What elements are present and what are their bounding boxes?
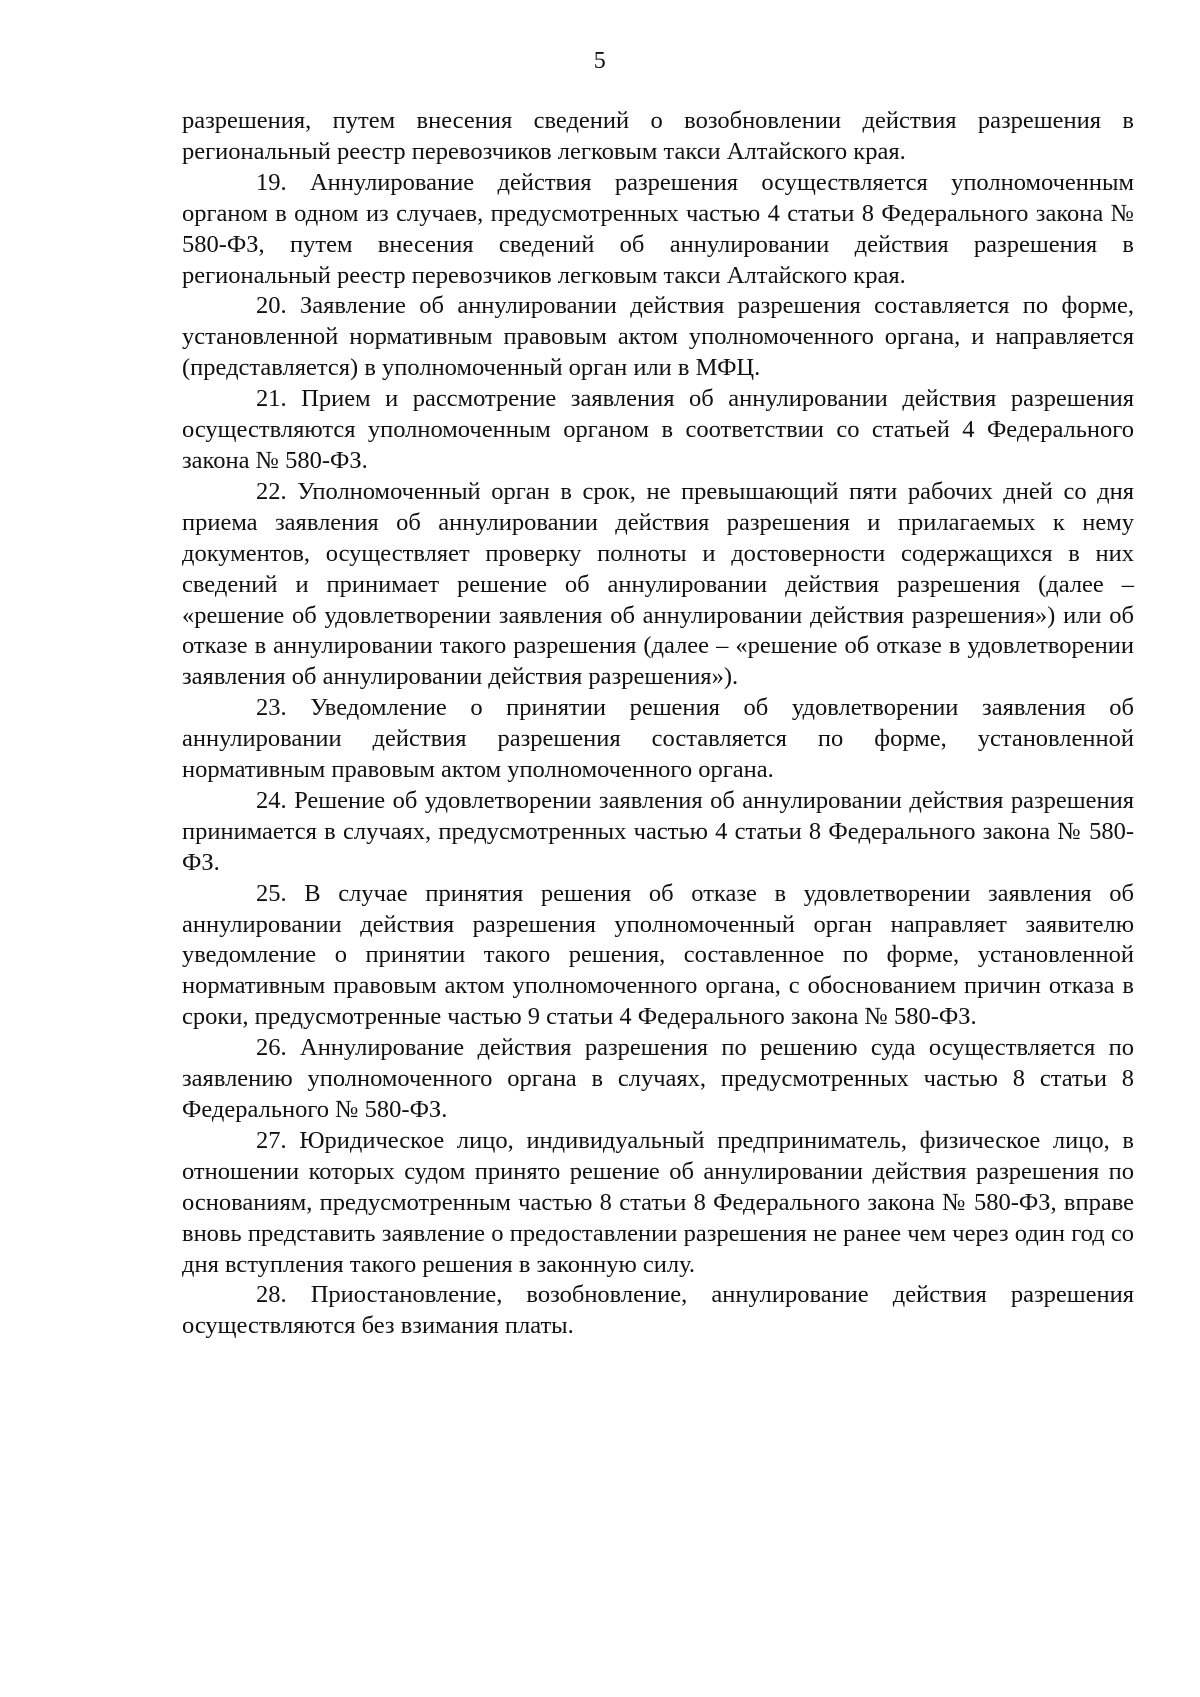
- paragraph-27: 27. Юридическое лицо, индивидуальный предприниматель, физическое лицо, в отношении которых судом принято решение об аннулировании действия разрешения по основаниям, предусмотренным частью 8 статьи 8 Федерального закона № 580-ФЗ, вправе вновь представить заявление о предоставлении разрешения не ранее чем через один год со дня вступления такого решения в законную силу.: [182, 1126, 1134, 1278]
- paragraph-20: 20. Заявление об аннулировании действия разрешения составляется по форме, установленной нормативным правовым актом уполномоченного органа, и направляется (представляется) в уполномоченный орган или в МФЦ.: [182, 292, 1134, 382]
- document-body: [182, 106, 1134, 1342]
- paragraph-26: 26. Аннулирование действия разрешения по решению суда осуществляется по заявлению уполномоченного органа в случаях, предусмотренных частью 8 статьи 8 Федерального № 580-ФЗ.: [182, 1034, 1134, 1123]
- paragraph-24: 24. Решение об удовлетворении заявления об аннулировании действия разрешения принимается в случаях, предусмотренных частью 4 статьи 8 Федерального закона № 580-ФЗ.: [182, 786, 1134, 876]
- paragraph-21: 21. Прием и рассмотрение заявления об аннулировании действия разрешения осуществляются уполномоченным органом в соответствии со статьей 4 Федерального закона № 580-ФЗ.: [182, 385, 1134, 474]
- paragraph-23: 23. Уведомление о принятии решения об удовлетворении заявления об аннулировании действия разрешения составляется по форме, установленной нормативным правовым актом уполномоченного органа.: [182, 694, 1134, 784]
- paragraph-22: 22. Уполномоченный орган в срок, не превышающий пяти рабочих дней со дня приема заявления об аннулировании действия разрешения и прилагаемых к нему документов, осуществляет проверку полноты и достоверности содержащихся в них сведений и принимает решение об аннулировании действия разрешения (далее – «решение об удовлетворении заявления об аннулировании действия разрешения») или об отказе в аннулировании такого разрешения (далее – «решение об отказе в удовлетворении заявления об аннулировании действия разрешения»).: [182, 477, 1134, 691]
- paragraph-19: 19. Аннулирование действия разрешения осуществляется уполномоченным органом в одном из случаев, предусмотренных частью 4 статьи 8 Федерального закона № 580-ФЗ, путем внесения сведений об аннулировании действия разрешения в региональный реестр перевозчиков легковым такси Алтайского края.: [182, 168, 1134, 289]
- paragraph-28: 28. Приостановление, возобновление, аннулирование действия разрешения осуществляются без взимания платы.: [182, 1281, 1134, 1340]
- paragraph-25: 25. В случае принятия решения об отказе в удовлетворении заявления об аннулировании действия разрешения уполномоченный орган направляет заявителю уведомление о принятии такого решения, составленное по форме, установленной нормативным правовым актом уполномоченного органа, с обоснованием причин отказа в сроки, предусмотренные частью 9 статьи 4 Федерального закона № 580-ФЗ.: [182, 879, 1134, 1031]
- paragraph-continuation: разрешения, путем внесения сведений о возобновлении действия разрешения в региональный реестр перевозчиков легковым такси Алтайского края.: [182, 107, 1134, 165]
- page-number: 5: [593, 48, 607, 74]
